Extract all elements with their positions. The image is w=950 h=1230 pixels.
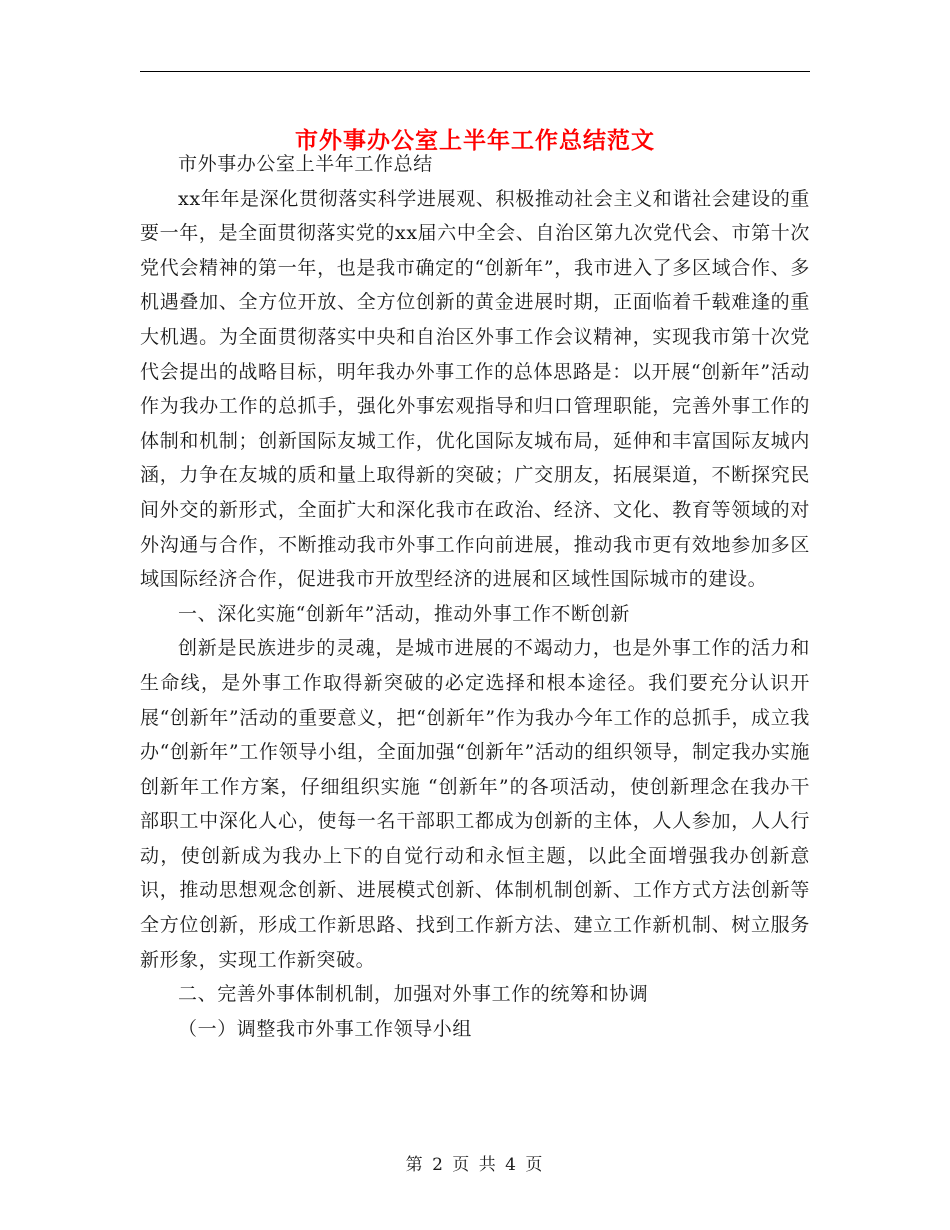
subsection-heading-2-1: （一）调整我市外事工作领导小组 <box>178 1017 473 1040</box>
paragraph-subtitle: 市外事办公室上半年工作总结 <box>178 153 433 175</box>
paragraph-section-1: 创新是民族进步的灵魂，是城市进展的不竭动力，也是外事工作的活力和生命线，是外事工作取得新突破的必定选择和根本途径。我们要充分认识开展“创新年”活动的重要意义，把“创新年”作为我办今年工作的总抓手，成立我办“创新年”工作领导小组，全面加强“创新年”活动的组织领导，制定我办实施创新年工作方案，仔细组织实施 “创新年”的各项活动，使创新理念在我办干部职工中深化人心，使每一名干部职工都成为创新的主体，人人参加，人人行动，使创新成为我办上下的自觉行动和永恒主题，以此全面增强我办创新意识，推动思想观念创新、进展模式创新、体制机制创新、工作方式方法创新等全方位创新，形成工作新思路、找到工作新方法、建立工作新机制、树立服务新形象，实现工作新突破。 <box>140 637 810 971</box>
paragraph-intro: xx年年是深化贯彻落实科学进展观、积极推动社会主义和谐社会建设的重要一年，是全面贯彻落实党的xx届六中全会、自治区第九次党代会、市第十次党代会精神的第一年，也是我市确定的“创新年”，我市进入了多区域合作、多机遇叠加、全方位开放、全方位创新的黄金进展时期，正面临着千载难逢的重大机遇。为全面贯彻落实中央和自治区外事工作会议精神，实现我市第十次党代会提出的战略目标，明年我办外事工作的总体思路是：以开展“创新年”活动作为我办工作的总抓手，强化外事宏观指导和归口管理职能，完善外事工作的体制和机制；创新国际友城工作，优化国际友城布局，延伸和丰富国际友城内涵，力争在友城的质和量上取得新的突破；广交朋友，拓展渠道，不断探究民间外交的新形式，全面扩大和深化我市在政治、经济、文化、教育等领域的对外沟通与合作，不断推动我市外事工作向前进展，推动我市更有效地参加多区域国际经济合作，促进我市开放型经济的进展和区域性国际城市的建设。 <box>140 187 810 591</box>
section-heading-2: 二、完善外事体制机制，加强对外事工作的统筹和协调 <box>178 983 649 1006</box>
page-number: 第 2 页 共 4 页 <box>405 1155 545 1175</box>
document-title: 市外事办公室上半年工作总结范文 <box>295 127 655 155</box>
section-heading-1: 一、深化实施“创新年”活动，推动外事工作不断创新 <box>178 602 630 625</box>
header-rule <box>140 71 810 72</box>
document-body <box>140 147 810 1046</box>
